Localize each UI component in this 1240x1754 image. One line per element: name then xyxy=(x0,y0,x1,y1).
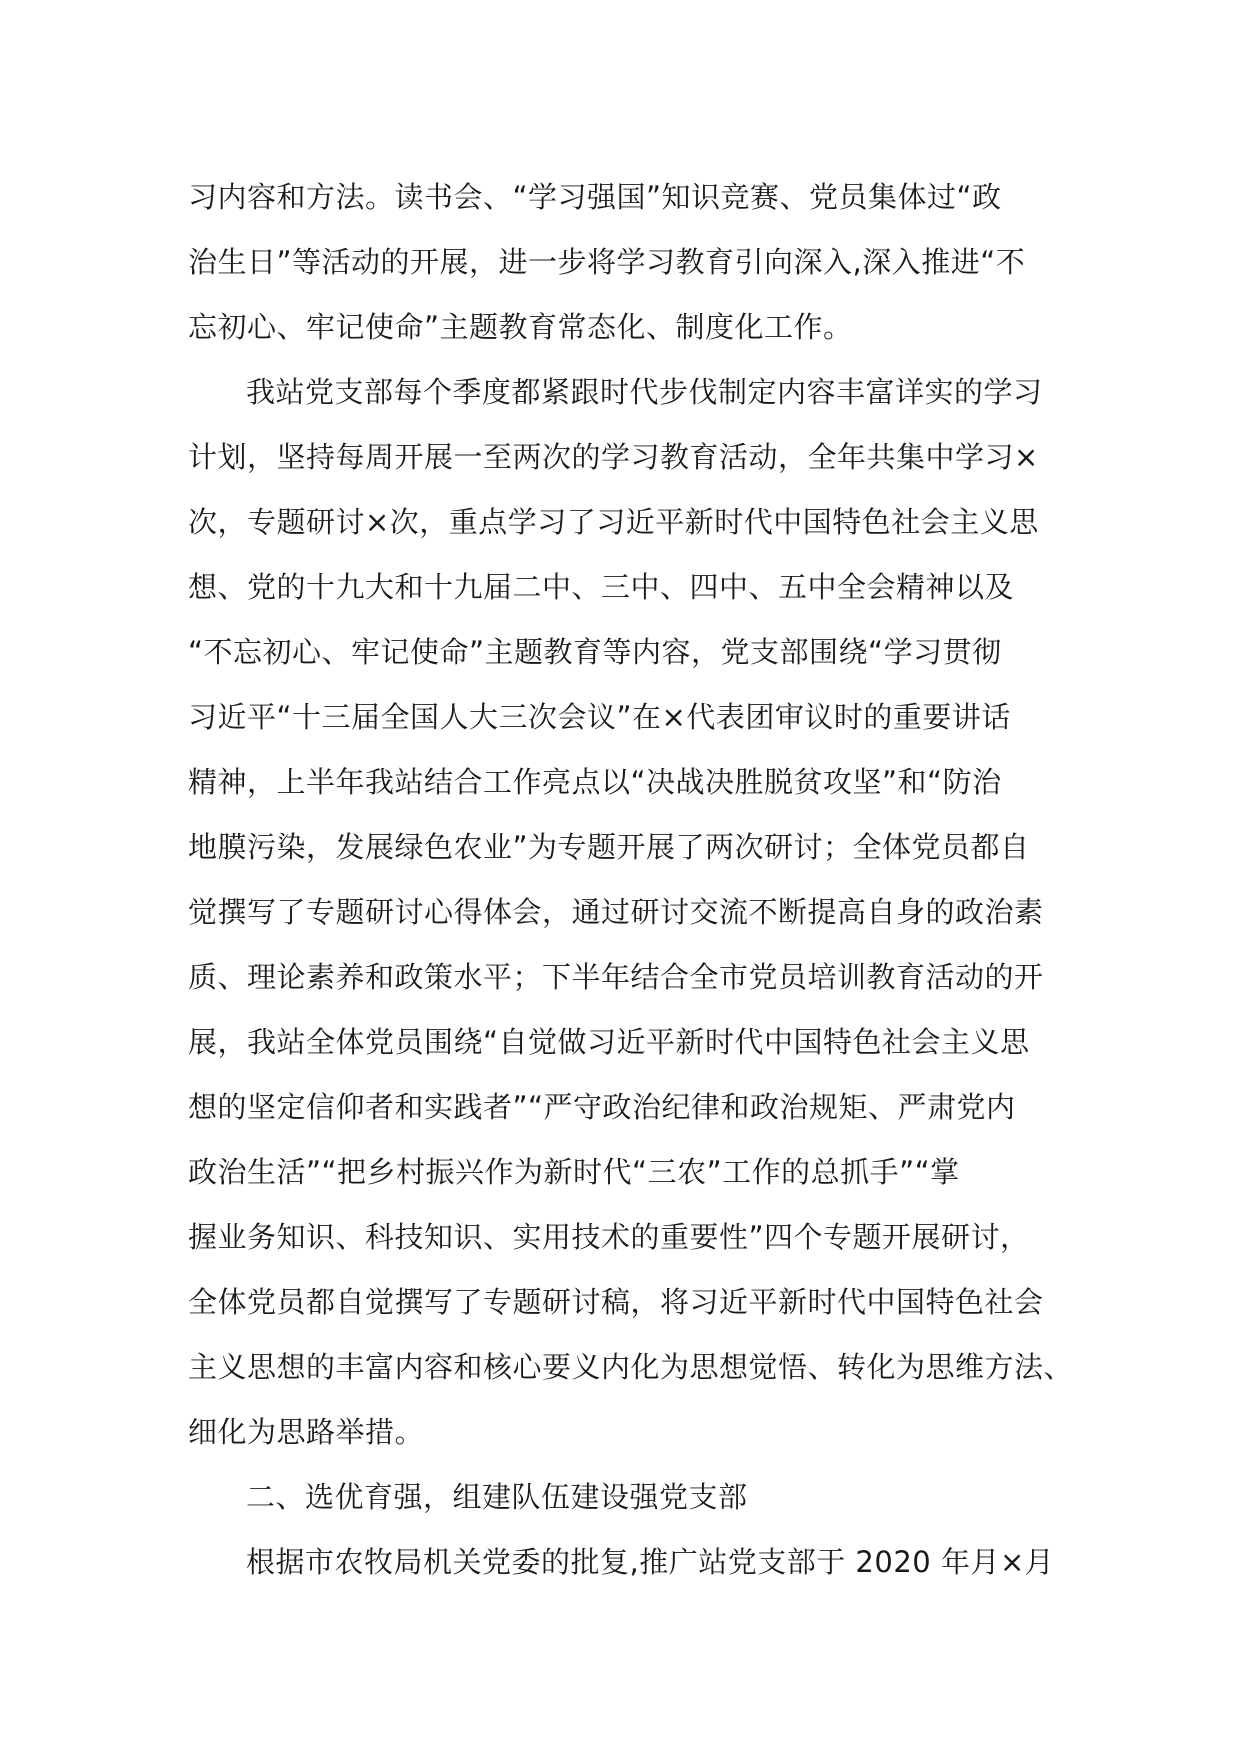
text-line: 习近平“十三届全国人大三次会议”在×代表团审议时的重要讲话 xyxy=(188,700,1011,734)
text-line: 根据市农牧局机关党委的批复,推广站党支部于 2020 年月×月 xyxy=(246,1545,1055,1579)
text-line: 觉撰写了专题研讨心得体会，通过研讨交流不断提高自身的政治素 xyxy=(188,895,1044,929)
text-line: 全体党员都自觉撰写了专题研讨稿，将习近平新时代中国特色社会 xyxy=(188,1285,1044,1319)
text-line: 忘初心、牢记使命”主题教育常态化、制度化工作。 xyxy=(188,310,853,344)
document-body xyxy=(188,165,1074,1595)
text-line: 二、选优育强，组建队伍建设强党支部 xyxy=(246,1480,748,1514)
text-line: 治生日”等活动的开展，进一步将学习教育引向深入,深入推进“不 xyxy=(188,245,1026,279)
text-line: 细化为思路举措。 xyxy=(188,1415,425,1449)
text-line: 想的坚定信仰者和实践者”“严守政治纪律和政治规矩、严肃党内 xyxy=(188,1090,1016,1124)
text-line: 次，专题研讨×次，重点学习了习近平新时代中国特色社会主义思 xyxy=(188,505,1039,539)
text-line: 精神，上半年我站结合工作亮点以“决战决胜脱贫攻坚”和“防治 xyxy=(188,765,1002,799)
text-line: 我站党支部每个季度都紧跟时代步伐制定内容丰富详实的学习 xyxy=(246,375,1043,409)
text-line: 握业务知识、科技知识、实用技术的重要性”四个专题开展研讨， xyxy=(188,1220,1030,1254)
text-line: 政治生活”“把乡村振兴作为新时代“三农”工作的总抓手”“掌 xyxy=(188,1155,960,1189)
text-line: 习内容和方法。读书会、“学习强国”知识竞赛、党员集体过“政 xyxy=(188,180,1002,214)
text-line: 计划，坚持每周开展一至两次的学习教育活动，全年共集中学习× xyxy=(188,440,1039,474)
text-line: 地膜污染，发展绿色农业”为专题开展了两次研讨；全体党员都自 xyxy=(188,830,1030,864)
text-line: “不忘初心、牢记使命”主题教育等内容，党支部围绕“学习贯彻 xyxy=(188,635,1002,669)
text-line: 主义思想的丰富内容和核心要义内化为思想觉悟、转化为思维方法、 xyxy=(188,1350,1074,1384)
text-line: 展，我站全体党员围绕“自觉做习近平新时代中国特色社会主义思 xyxy=(188,1025,1030,1059)
text-line: 质、理论素养和政策水平；下半年结合全市党员培训教育活动的开 xyxy=(188,960,1044,994)
text-line: 想、党的十九大和十九届二中、三中、四中、五中全会精神以及 xyxy=(188,570,1015,604)
